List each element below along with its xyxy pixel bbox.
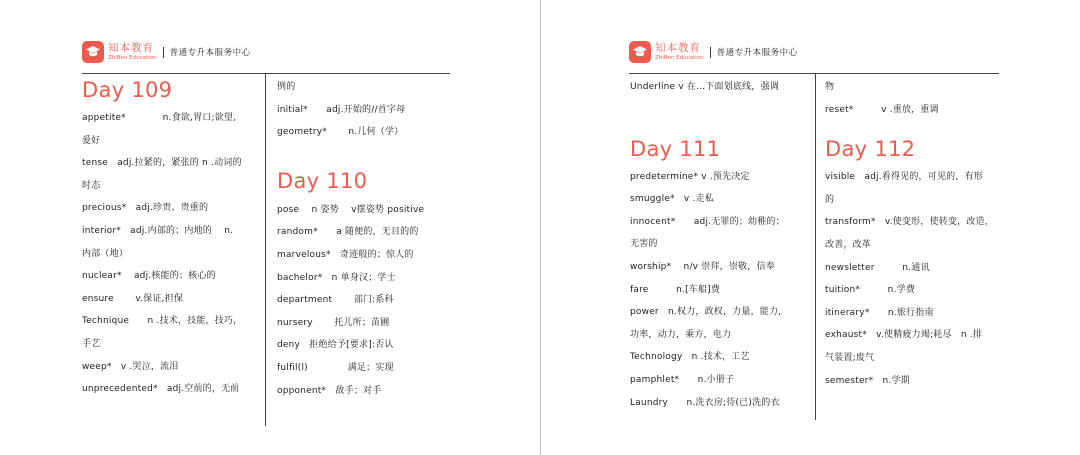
column-day-109 (82, 78, 262, 401)
vocab-line: geometry* n.几何（学） (277, 127, 404, 138)
column-day-111 (630, 76, 812, 414)
brand-separator (163, 47, 164, 58)
vocab-line: 时态 (82, 180, 101, 191)
graduation-cap-icon (82, 41, 104, 63)
column-day-112 (825, 76, 1000, 392)
vocab-line: pose n 姿势 v摆姿势 positive (277, 204, 425, 215)
vocab-line: 爱好 (82, 135, 101, 146)
logo-chinese: 知本教育 (655, 42, 701, 54)
brand-separator (710, 47, 711, 58)
brand-header (82, 40, 251, 64)
header-rule (82, 73, 450, 74)
vocab-line: 气装置;废气 (825, 352, 875, 363)
logo-english: ZhiBen Education (655, 54, 704, 61)
vocab-line: 功率，动力，乘方，电力 (630, 329, 732, 340)
column-divider (265, 74, 266, 426)
vocab-line: reset* v .重放，重调 (825, 104, 939, 115)
vocab-line: weep* v .哭泣，流泪 (82, 361, 179, 372)
vocab-line: unprecedented* adj.空前的，无前 (82, 384, 240, 395)
vocab-line: nuclear* adj.核能的；核心的 (82, 271, 216, 282)
vocab-line: 内部（地） (82, 248, 129, 259)
vocab-line: interior* adj.内部的；内地的 n. (82, 225, 234, 236)
vocab-line: 例的 (277, 82, 296, 92)
vocab-line: fare n.[车船]费 (630, 284, 721, 295)
vocab-line: precious* adj.珍贵、贵重的 (82, 203, 209, 214)
vocab-line: itinerary* n.旅行指南 (825, 307, 934, 318)
vocab-line: Technology n .技术，工艺 (630, 352, 750, 363)
vocab-line: worship* n/v 崇拜，崇敬，信奉 (630, 261, 775, 272)
vocab-line: 改善，改革 (825, 239, 872, 250)
logo-text (655, 43, 704, 61)
graduation-cap-icon (629, 41, 651, 63)
brand-tagline: 普通专升本服务中心 (169, 48, 251, 58)
vocab-line: Technique n .技术，技能，技巧， (82, 316, 243, 327)
vocab-line: transform* v.使变形，使转变，改造， (825, 217, 994, 228)
vocab-line: opponent* 敌手；对手 (277, 385, 382, 396)
vocab-line: department 部门:系科 (277, 295, 394, 306)
logo-english: ZhiBen Education (108, 54, 157, 61)
vocab-line: 物 (825, 82, 835, 92)
vocab-line: visible adj.看得见的，可见的，有形 (825, 172, 983, 183)
vocab-line: smuggle* v .走私 (630, 194, 714, 205)
vocab-line: deny 拒绝给予[要求]:否认 (277, 340, 394, 351)
vocab-line: newsletter n.通讯 (825, 262, 930, 273)
vocab-line: semester* n.学期 (825, 375, 910, 386)
vocab-line: 的 (825, 194, 835, 205)
vocab-line: predetermine* v .预先决定 (630, 171, 750, 182)
vocab-line: marvelous* 奇迹般的；惊人的 (277, 249, 414, 260)
brand-tagline: 普通专升本服务中心 (716, 48, 798, 58)
header-rule (629, 73, 999, 74)
vocab-line: fulfil(l) 满足；实现 (277, 362, 394, 373)
column-divider (815, 74, 816, 420)
vocab-line: 手艺 (82, 338, 101, 349)
vocab-line: pamphlet* n.小册子 (630, 374, 735, 385)
logo-text (108, 43, 157, 61)
vocab-line: random* a 随便的，无目的的 (277, 227, 419, 238)
vocab-line: ensure v.保证,担保 (82, 293, 184, 304)
day-heading: Day 111 (630, 136, 721, 161)
logo-chinese: 知本教育 (108, 42, 154, 54)
vocab-line: innocent* adj.无罪的；幼稚的； (630, 216, 785, 227)
column-day-110 (277, 76, 447, 402)
vocab-line: tense adj.拉紧的，紧张的 n .动词的 (82, 158, 242, 169)
vocab-line: Laundry n.洗衣房;待(已)洗的衣 (630, 397, 780, 408)
brand-header (629, 40, 798, 64)
day-heading: Day 110 (277, 168, 368, 193)
vocab-line: bachelor* n 单身汉；学士 (277, 272, 396, 283)
vocab-line: exhaust* v.使精疲力竭;耗尽 n .排 (825, 330, 983, 341)
vocab-line: initial* adj.开始的//首字母 (277, 104, 406, 115)
vocab-line: Underline v 在…下面划底线，强调 (630, 82, 779, 92)
vocab-line: 无害的 (630, 239, 658, 250)
vocab-line: appetite* n.食欲,胃口;欲望, (82, 113, 237, 123)
day-heading: Day 109 (82, 78, 173, 102)
vocab-line: tuition* n.学费 (825, 285, 916, 296)
day-heading: Day 112 (825, 137, 916, 162)
vocab-line: power n.权力，政权，力量，能力， (630, 307, 788, 318)
right-page (541, 0, 1080, 455)
vocab-line: nursery 托儿所；苗圃 (277, 317, 390, 328)
